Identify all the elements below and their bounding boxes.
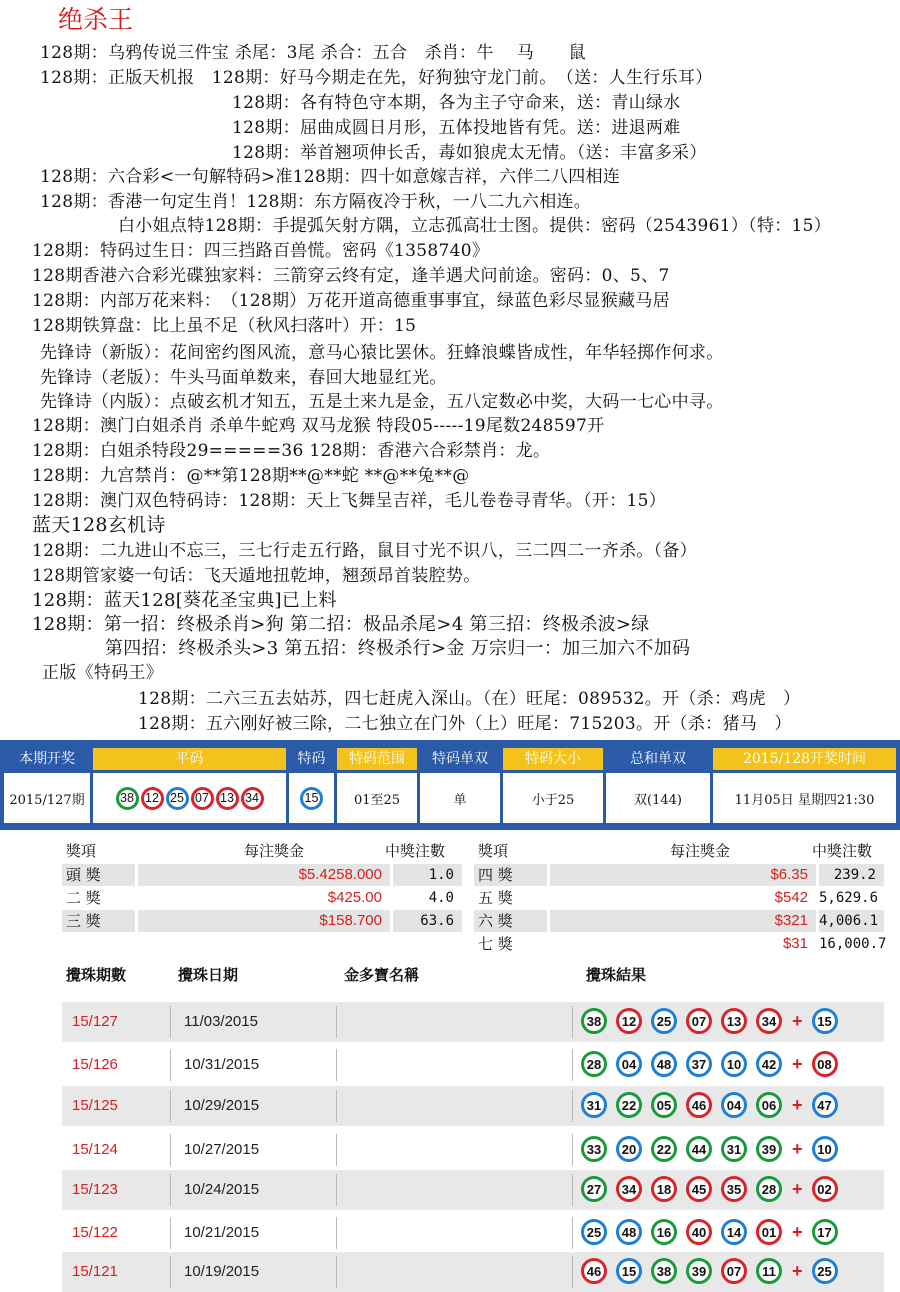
column-divider	[572, 1134, 573, 1166]
number-ball: 33	[581, 1136, 607, 1162]
special-range: 01至25	[337, 773, 417, 823]
prize-name: 五 獎	[478, 889, 513, 907]
prize-count: 63.6	[393, 910, 462, 932]
row-date: 10/27/2015	[184, 1141, 260, 1158]
prize-count: 16,000.7	[819, 936, 887, 952]
prize-amount: $321	[550, 910, 816, 932]
header-odd-even: 特码单双	[420, 748, 500, 770]
row-date: 11/03/2015	[184, 1013, 258, 1030]
number-ball: 44	[686, 1136, 712, 1162]
row-period: 15/121	[72, 1263, 118, 1280]
row-period: 15/126	[72, 1056, 118, 1073]
number-ball: 34	[616, 1176, 642, 1202]
prize-count: 239.2	[819, 864, 884, 886]
column-divider	[336, 1256, 337, 1288]
text-line: 128期：五六刚好被三除，二七独立在门外（上）旺尾：715203。开（杀：猪马 ）	[138, 714, 792, 734]
header-current-draw: 本期开奖	[4, 748, 90, 770]
prize-count: 4.0	[428, 890, 454, 906]
column-divider	[170, 1134, 171, 1166]
row-results	[580, 1258, 846, 1284]
column-divider	[170, 1049, 171, 1081]
column-divider	[336, 1049, 337, 1081]
prize-header-name: 獎項	[478, 842, 509, 860]
history-header-date: 攪珠日期	[178, 966, 239, 984]
row-date: 10/24/2015	[184, 1181, 260, 1198]
number-ball: 10	[721, 1051, 747, 1077]
row-period: 15/127	[72, 1013, 118, 1030]
row-period: 15/122	[72, 1224, 118, 1241]
text-line: 128期：澳门白姐杀肖 杀单牛蛇鸡 双马龙猴 特段05-----19尾数248597开	[32, 416, 605, 436]
prize-name: 四 獎	[474, 864, 547, 886]
column-divider	[572, 1217, 573, 1249]
header-special-range: 特码范围	[337, 748, 417, 770]
table-row	[62, 1252, 884, 1292]
number-ball: 31	[721, 1136, 747, 1162]
odd-even-value: 单	[420, 773, 500, 823]
number-ball: 46	[581, 1258, 607, 1284]
text-line: 128期：内部万花来料： （128期）万花开道高德重事事宜，绿蓝色彩尽显猴藏马居	[32, 291, 670, 311]
text-line: 128期：屈曲成圆日月形，五体投地皆有凭。送：进退两难	[232, 118, 681, 138]
text-line: 128期管家婆一句话：飞天遁地扭乾坤，翘颈昂首装腔势。	[32, 566, 481, 586]
row-date: 10/29/2015	[184, 1097, 260, 1114]
prize-header-count: 中獎注數	[385, 842, 446, 860]
number-ball: 34	[241, 787, 264, 810]
number-ball: 05	[651, 1092, 677, 1118]
text-line: 128期：举首翘项伸长舌，毒如狼虎太无情。（送：丰富多采）	[232, 143, 707, 163]
row-results	[580, 1219, 846, 1245]
number-ball: 34	[756, 1008, 782, 1034]
header-sum-odd-even: 总和单双	[606, 748, 710, 770]
row-date: 10/31/2015	[184, 1056, 260, 1073]
number-ball: 15	[616, 1258, 642, 1284]
plus-sign: +	[792, 1138, 803, 1159]
prize-count: 5,629.6	[819, 890, 879, 906]
number-ball: 07	[721, 1258, 747, 1284]
regular-numbers	[93, 773, 286, 823]
text-line: 128期：二九进山不忘三，三七行走五行路，鼠目寸光不识八，三二四二一齐杀。（备）	[32, 541, 697, 561]
number-ball: 06	[756, 1092, 782, 1118]
column-divider	[572, 1256, 573, 1288]
special-number	[289, 773, 334, 823]
text-line: 第四招：终极杀头>3 第五招：终极杀行>金 万宗归一：加三加六不加码	[105, 638, 691, 659]
prize-name: 二 獎	[66, 889, 101, 907]
number-ball: 45	[686, 1176, 712, 1202]
text-line: 128期：澳门双色特码诗：128期：天上飞舞呈吉祥，毛儿卷卷寻青华。（开：15）	[32, 491, 667, 511]
column-divider	[170, 1256, 171, 1288]
row-results	[580, 1008, 846, 1034]
next-draw-time: 11月05日 星期四21:30	[713, 773, 896, 823]
text-line: 128期：第一招：终极杀肖>狗 第二招：极品杀尾>4 第三招：终极杀波>绿	[32, 614, 650, 635]
prize-row	[62, 910, 462, 932]
prize-count: 1.0	[393, 864, 462, 886]
prize-name: 三 獎	[62, 910, 135, 932]
column-divider	[170, 1006, 171, 1038]
number-ball: 38	[651, 1258, 677, 1284]
number-ball: 16	[651, 1219, 677, 1245]
special-ball: 02	[812, 1176, 838, 1202]
history-header-result: 攪珠結果	[586, 966, 647, 984]
prize-row	[474, 933, 887, 955]
row-date: 10/19/2015	[184, 1263, 260, 1280]
prize-row	[474, 887, 884, 909]
table-row	[62, 1086, 884, 1126]
prize-count: 4,006.1	[819, 910, 884, 932]
text-line: 先锋诗（新版）：花间密约图风流，意马心猿比罢休。狂蜂浪蝶皆成性，年华轻掷作何求。	[40, 343, 724, 363]
text-line: 128期：特码过生日：四三挡路百兽慌。密码《1358740》	[32, 241, 490, 261]
column-divider	[572, 1049, 573, 1081]
table-row	[62, 1170, 884, 1210]
number-ball: 22	[651, 1136, 677, 1162]
number-ball: 18	[651, 1176, 677, 1202]
table-row	[62, 1213, 884, 1253]
number-ball: 48	[651, 1051, 677, 1077]
text-line: 128期：六合彩<一句解特码>准128期：四十如意嫁吉祥，六伴二八四相连	[40, 167, 621, 187]
number-ball: 07	[191, 787, 214, 810]
number-ball: 28	[756, 1176, 782, 1202]
special-ball: 15	[300, 787, 323, 810]
special-ball: 17	[812, 1219, 838, 1245]
special-ball: 47	[812, 1092, 838, 1118]
row-period: 15/125	[72, 1097, 118, 1114]
text-line: 128期：正版天机报 128期：好马今期走在先，好狗独守龙门前。 （送：人生行乐耳）	[40, 68, 713, 88]
text-line: 白小姐点特128期：手提弧矢射方隅，立志孤高壮士图。提供：密码（2543961）（特：15）	[118, 216, 832, 236]
text-line: 先锋诗（老版）：牛头马面单数来，春回大地显红光。	[40, 368, 447, 388]
number-ball: 20	[616, 1136, 642, 1162]
size-value: 小于25	[503, 773, 603, 823]
plus-sign: +	[792, 1221, 803, 1242]
text-line: 128期香港六合彩光碟独家料：三箭穿云终有定，逢羊遇犬问前途。密码：0、5、7	[32, 266, 670, 286]
prize-header-amount: 每注獎金	[670, 842, 731, 860]
table-row	[62, 1045, 884, 1085]
prize-row	[474, 910, 884, 932]
draw-result-table	[0, 740, 900, 830]
number-ball: 48	[616, 1219, 642, 1245]
number-ball: 04	[721, 1092, 747, 1118]
row-results	[580, 1092, 846, 1118]
column-divider	[572, 1090, 573, 1122]
number-ball: 39	[756, 1136, 782, 1162]
number-ball: 28	[581, 1051, 607, 1077]
column-divider	[336, 1174, 337, 1206]
prize-amount: $31	[782, 935, 808, 952]
number-ball: 01	[756, 1219, 782, 1245]
number-ball: 35	[721, 1176, 747, 1202]
special-ball: 10	[812, 1136, 838, 1162]
number-ball: 39	[686, 1258, 712, 1284]
header-next-draw-time: 2015/128开奖时间	[713, 748, 896, 770]
number-ball: 40	[686, 1219, 712, 1245]
number-ball: 11	[756, 1258, 782, 1284]
number-ball: 27	[581, 1176, 607, 1202]
table-row	[62, 1130, 884, 1170]
number-ball: 14	[721, 1219, 747, 1245]
number-ball: 04	[616, 1051, 642, 1077]
column-divider	[170, 1217, 171, 1249]
column-divider	[336, 1090, 337, 1122]
prize-name: 七 獎	[478, 935, 513, 953]
plus-sign: +	[792, 1178, 803, 1199]
column-divider	[170, 1174, 171, 1206]
section-heading: 蓝天128玄机诗	[32, 514, 166, 536]
prize-name: 六 獎	[474, 910, 547, 932]
history-header-period: 攪珠期數	[66, 966, 127, 984]
page-title: 绝杀王	[58, 5, 134, 34]
draw-period: 2015/127期	[4, 773, 90, 823]
number-ball: 42	[756, 1051, 782, 1077]
column-divider	[336, 1006, 337, 1038]
row-results	[580, 1136, 846, 1162]
prize-header-amount: 每注獎金	[244, 842, 305, 860]
number-ball: 25	[651, 1008, 677, 1034]
column-divider	[336, 1217, 337, 1249]
text-line: 128期：乌鸦传说三件宝 杀尾：3尾 杀合：五合 杀肖：牛 马 鼠	[40, 43, 586, 63]
number-ball: 12	[141, 787, 164, 810]
text-line: 128期铁算盘：比上虽不足（秋风扫落叶）开：15	[32, 316, 417, 336]
text-line: 128期：白姐杀特段29=====36 128期：香港六合彩禁肖：龙。	[32, 441, 551, 461]
history-header-name: 金多寶名稱	[344, 966, 420, 984]
number-ball: 37	[686, 1051, 712, 1077]
row-period: 15/124	[72, 1141, 118, 1158]
row-results	[580, 1176, 846, 1202]
number-ball: 13	[721, 1008, 747, 1034]
prize-row	[474, 864, 884, 886]
number-ball: 31	[581, 1092, 607, 1118]
plus-sign: +	[792, 1260, 803, 1281]
column-divider	[336, 1134, 337, 1166]
number-ball: 22	[616, 1092, 642, 1118]
special-ball: 25	[812, 1258, 838, 1284]
number-ball: 38	[116, 787, 139, 810]
number-ball: 38	[581, 1008, 607, 1034]
number-ball: 25	[581, 1219, 607, 1245]
header-special-number: 特码	[289, 748, 334, 770]
sum-odd-even-value: 双(144)	[606, 773, 710, 823]
text-line: 128期：香港一句定生肖！128期：东方隔夜冷于秋，一八二九六相连。	[40, 192, 592, 212]
prize-row	[62, 887, 462, 909]
plus-sign: +	[792, 1010, 803, 1031]
text-line: 128期：九宫禁肖：@**第128期**@**蛇 **@**兔**@	[32, 466, 470, 486]
prize-name: 頭 獎	[62, 864, 135, 886]
column-divider	[572, 1174, 573, 1206]
prize-amount: $158.700	[138, 910, 390, 932]
prize-amount: $6.35	[550, 864, 816, 886]
prize-header-count: 中獎注數	[812, 842, 873, 860]
plus-sign: +	[792, 1094, 803, 1115]
prize-amount: $542	[774, 889, 808, 906]
number-ball: 12	[616, 1008, 642, 1034]
row-date: 10/21/2015	[184, 1224, 260, 1241]
prize-amount: $5.4258.000	[138, 864, 390, 886]
text-line: 128期：蓝天128[葵花圣宝典]已上料	[32, 590, 337, 611]
row-period: 15/123	[72, 1181, 118, 1198]
special-ball: 08	[812, 1051, 838, 1077]
table-row	[62, 1002, 884, 1042]
header-size: 特码大小	[503, 748, 603, 770]
special-ball: 15	[812, 1008, 838, 1034]
number-ball: 46	[686, 1092, 712, 1118]
column-divider	[170, 1090, 171, 1122]
text-line: 先锋诗（内版）：点破玄机才知五，五是土来九是金，五八定数必中奖，大码一七心中寻。	[40, 392, 724, 412]
row-results	[580, 1051, 846, 1077]
text-line: 128期：二六三五去姑苏，四七赶虎入深山。（在）旺尾：089532。开（杀：鸡虎 ）	[138, 689, 801, 709]
text-line: 正版《特码王》	[42, 663, 164, 683]
column-divider	[572, 1006, 573, 1038]
header-regular-numbers: 平码	[93, 748, 286, 770]
prize-amount: $425.00	[327, 889, 382, 906]
number-ball: 25	[166, 787, 189, 810]
number-ball: 07	[686, 1008, 712, 1034]
plus-sign: +	[792, 1053, 803, 1074]
number-ball: 13	[216, 787, 239, 810]
prize-row	[62, 864, 462, 886]
prize-header-name: 獎項	[66, 842, 97, 860]
text-line: 128期：各有特色守本期，各为主子守命来，送：青山绿水	[232, 93, 681, 113]
